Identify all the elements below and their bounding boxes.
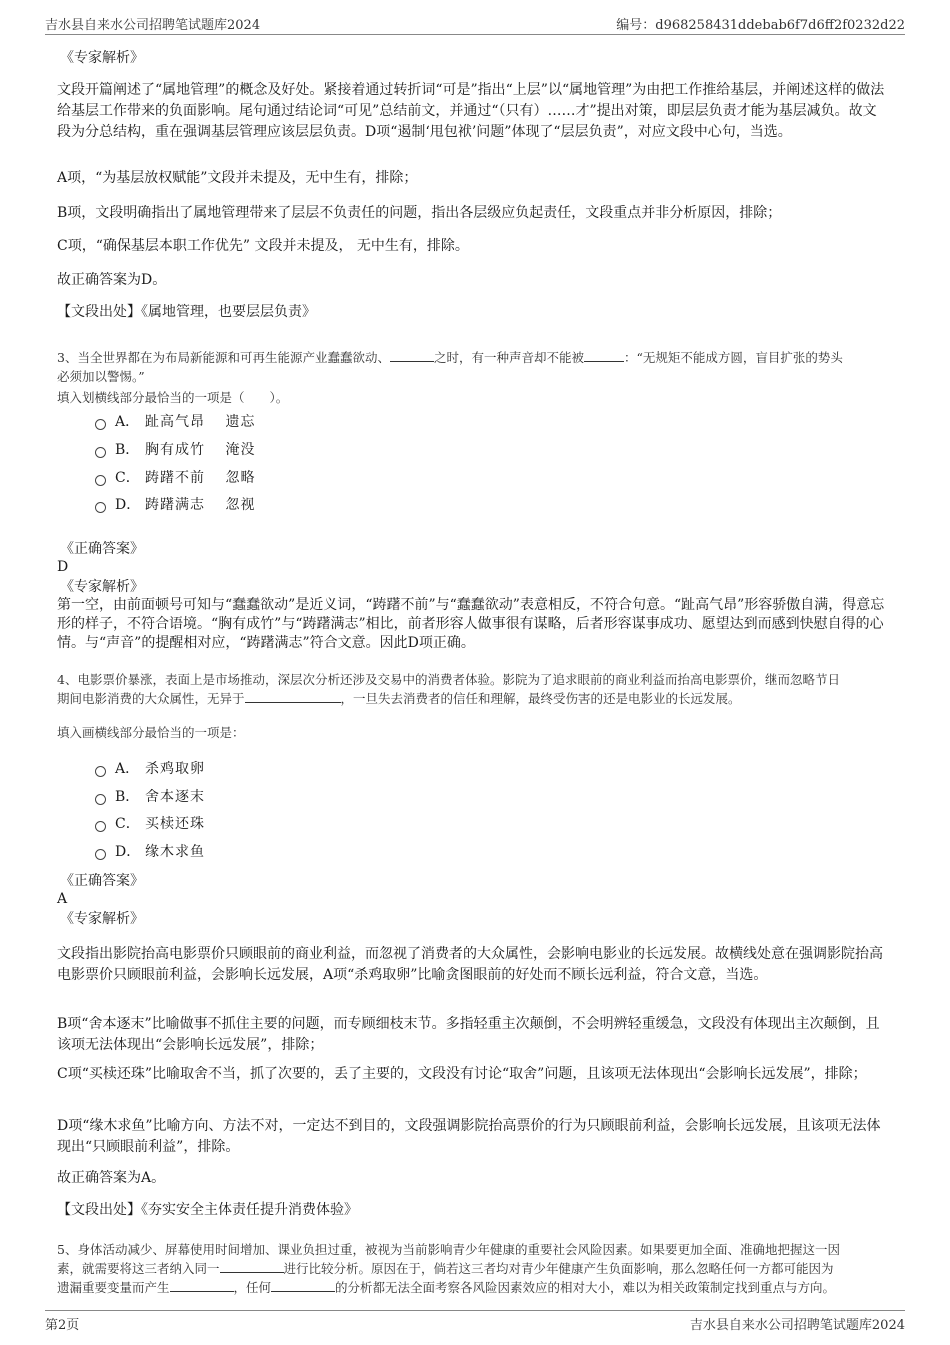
q3-blank-2: [584, 349, 624, 362]
q5-stem-line2: 素，就需要将这三者纳入同一 进行比较分析。原因在于，倘若这三者均对青少年健康产生负面影响，那么忽略任何一方都可能因为: [57, 1261, 834, 1276]
q4-answer-title: 《正确答案》: [60, 873, 144, 889]
q3-answer: D: [57, 559, 69, 575]
q3-option-b[interactable]: B． 胸有成竹 淹没: [95, 438, 255, 460]
q2-analysis-title: 《专家解析》: [60, 50, 144, 66]
radio-icon[interactable]: [95, 794, 106, 805]
q4-option-b[interactable]: B． 舍本逐末: [95, 785, 205, 807]
q4-analysis-paragraph: 文段指出影院抬高电影票价只顾眼前的商业利益，而忽视了消费者的大众属性，会影响电影业的长远发展。故横线处意在强调影院抬高电影票价只顾眼前利益，会影响长远发展，A项“杀鸡取卵”比喻贪图眼前的好处而不顾长远利益，符合文意，当选。: [57, 946, 883, 983]
footer-title: 吉水县自来水公司招聘笔试题库2024: [689, 1318, 905, 1333]
q5-blank-2: [170, 1279, 234, 1292]
radio-icon[interactable]: [95, 447, 106, 458]
q5-blank-3: [271, 1279, 335, 1292]
q3-analysis: 第一空，由前面顿号可知与“蠢蠢欲动”是近义词，“踌躇不前”与“蠢蠢欲动”表意相反，不符合句意。“趾高气昂”形容骄傲自满，得意忘形的样子，不符合语境。“胸有成竹”与“踌躇满志”相比，前者形容人做事很有谋略，后者形容谋事成功、愿望达到而感到快慰自得的心情。与“声音”的提醒相对应，“踌躇满志”符合文意。因此D项正确。: [57, 597, 885, 651]
q2-analysis-option-b: B项，文段明确指出了属地管理带来了层层不负责任的问题，指出各层级应负起责任，文段重点并非分析原因，排除；: [57, 205, 782, 221]
q5-stem-line3: 遗漏重要变量而产生 ，任何 的分析都无法全面考察各风险因素效应的相对大小，难以为相关政策制定找到重点与方向。: [57, 1280, 836, 1295]
q4-blank: [245, 690, 341, 703]
radio-icon[interactable]: [95, 849, 106, 860]
q3-option-a[interactable]: A． 趾高气昂 遗忘: [95, 410, 255, 432]
q3-stem: 3、当全世界都在为布局新能源和可再生能源产业蠢蠢欲动、 之时，有一种声音却不能被 ：“无规矩不能成方圆，盲目扩张的势头: [57, 350, 843, 365]
q4-analysis-title: 《专家解析》: [60, 911, 144, 927]
footer-page-number: 第2页: [45, 1318, 80, 1333]
q4-option-a[interactable]: A． 杀鸡取卵: [95, 757, 205, 779]
radio-icon[interactable]: [95, 821, 106, 832]
q2-conclusion: 故正确答案为D。: [57, 272, 167, 288]
q4-source: 【文段出处】《夯实安全主体责任提升消费体验》: [57, 1202, 358, 1218]
q3-blank-1: [390, 349, 434, 362]
q4-stem-line2: 期间电影消费的大众属性，无异于 ，一旦失去消费者的信任和理解，最终受伤害的还是电影业的长远发展。: [57, 691, 741, 706]
document-serial: [616, 14, 905, 33]
radio-icon[interactable]: [95, 419, 106, 430]
q4-stem-line1: 4、电影票价暴涨，表面上是市场推动，深层次分析还涉及交易中的消费者体验。影院为了追求眼前的商业利益而抬高电影票价，继而忽略节日: [57, 672, 840, 687]
q3-option-c[interactable]: C． 踌躇不前 忽略: [95, 466, 255, 488]
header-title: 吉水县自来水公司招聘笔试题库2024: [45, 18, 261, 33]
radio-icon[interactable]: [95, 502, 106, 513]
q2-analysis-paragraph: 文段开篇阐述了“属地管理”的概念及好处。紧接着通过转折词“可是”指出“上层”以“属地管理”为由把工作推给基层，并阐述这样的做法给基层工作带来的负面影响。尾句通过结论词“可见”总结前文，并通过“（只有）……才”提出对策，即层层负责才能为基层减负。故文段为分总结构，重在强调基层管理应该层层负责。D项“遏制‘甩包袱’问题”体现了“层层负责”，对应文段中心句，当选。: [57, 82, 885, 140]
q3-analysis-title: 《专家解析》: [60, 579, 144, 595]
q4-analysis-option-c: C项“买椟还珠”比喻取舍不当，抓了次要的，丢了主要的，文段没有讨论“取舍”问题，且该项无法体现出“会影响长远发展”，排除；: [57, 1066, 867, 1082]
q5-stem-line1: 5、身体活动减少、屏幕使用时间增加、课业负担过重，被视为当前影响青少年健康的重要社会风险因素。如果要更加全面、准确地把握这一因: [57, 1242, 840, 1257]
q5-blank-1: [220, 1260, 284, 1273]
q3-stem-line2: 必须加以警惕。”: [57, 369, 145, 384]
q3-option-d[interactable]: D． 踌躇满志 忽视: [95, 493, 255, 515]
serial-value: d968258431ddebab6f7d6ff2f0232d22: [655, 18, 905, 33]
q4-instruction: 填入画横线部分最恰当的一项是：: [57, 725, 245, 740]
q4-option-c[interactable]: C． 买椟还珠: [95, 812, 205, 834]
serial-label: 编号：: [616, 18, 656, 33]
q4-analysis-option-b: B项“舍本逐末”比喻做事不抓住主要的问题，而专顾细枝末节。多指轻重主次颠倒，不会明辨轻重缓急，文段没有体现出主次颠倒，且该项无法体现出“会影响长远发展”，排除；: [57, 1016, 880, 1053]
radio-icon[interactable]: [95, 766, 106, 777]
q4-answer: A: [57, 891, 68, 907]
q4-option-d[interactable]: D． 缘木求鱼: [95, 840, 205, 862]
radio-icon[interactable]: [95, 475, 106, 486]
q4-conclusion: 故正确答案为A。: [57, 1170, 166, 1186]
q3-answer-title: 《正确答案》: [60, 541, 144, 557]
header-rule: [45, 34, 905, 35]
q2-source: 【文段出处】《属地管理，也要层层负责》: [57, 304, 316, 320]
footer-rule: [45, 1310, 905, 1311]
q2-analysis-option-c: C项，“确保基层本职工作优先” 文段并未提及， 无中生有，排除。: [57, 238, 469, 254]
q3-instruction: 填入划横线部分最恰当的一项是（ ）。: [57, 390, 289, 405]
q2-analysis-option-a: A项，“为基层放权赋能”文段并未提及，无中生有，排除；: [57, 170, 418, 186]
q4-analysis-option-d: D项“缘木求鱼”比喻方向、方法不对，一定达不到目的，文段强调影院抬高票价的行为只顾眼前利益，会影响长远发展，且该项无法体现出“只顾眼前利益”，排除。: [57, 1118, 881, 1155]
